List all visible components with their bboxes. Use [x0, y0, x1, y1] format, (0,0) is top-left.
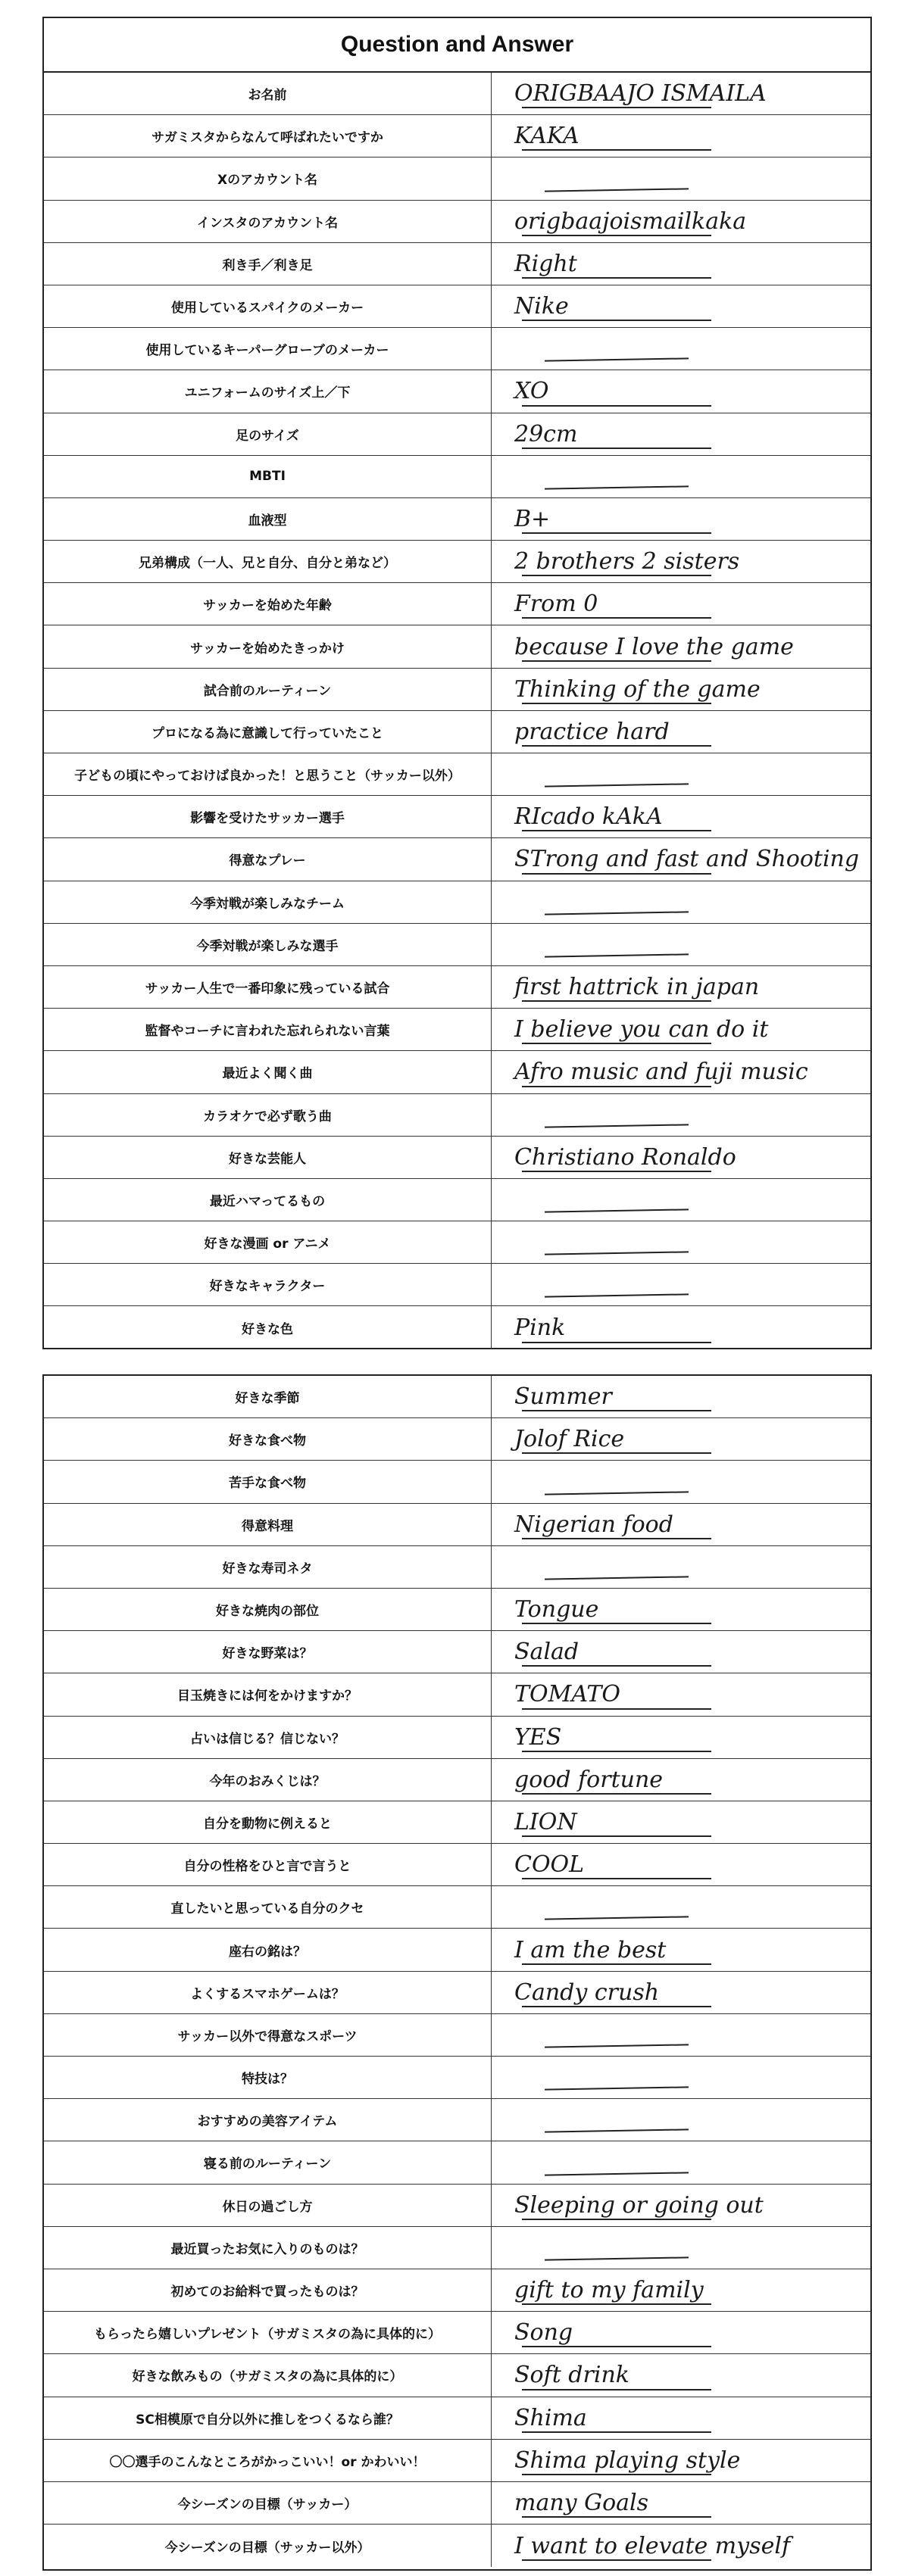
handwritten-answer: [492, 1631, 870, 1673]
handwritten-answer: [492, 1589, 870, 1630]
handwritten-answer: [492, 2397, 870, 2439]
question-label: 目玉焼きには何をかけますか？: [44, 1673, 492, 1715]
question-label: 好きな食べ物: [44, 1418, 492, 1460]
handwritten-answer: [492, 1306, 870, 1349]
answer-text: LION: [514, 1808, 577, 1835]
question-label: 影響を受けたサッカー選手: [44, 796, 492, 837]
handwritten-answer: [492, 73, 870, 114]
answer-underline: [522, 2346, 711, 2347]
answer-text: Tongue: [514, 1596, 599, 1623]
answer-underline: [522, 1708, 711, 1710]
qa-row: [44, 2482, 870, 2525]
question-label: サガミスタからなんて呼ばれたいですか: [44, 115, 492, 157]
answer-underline: [522, 575, 711, 576]
answer-underline: [522, 745, 711, 747]
question-label: 得意なプレー: [44, 838, 492, 880]
answer-underline: [522, 617, 711, 619]
answer-underline: [522, 1043, 711, 1044]
answer-text: Salad: [514, 1639, 579, 1666]
qa-row: [44, 1179, 870, 1221]
qa-row: [44, 2014, 870, 2057]
qa-row: [44, 1376, 870, 1418]
question-label: 自分を動物に例えると: [44, 1801, 492, 1843]
answer-text: Shima: [514, 2404, 587, 2431]
qa-row: [44, 1221, 870, 1264]
question-label: 寝る前のルーティーン: [44, 2141, 492, 2183]
handwritten-answer: [492, 753, 870, 795]
answer-underline: [522, 320, 711, 321]
qa-row: [44, 328, 870, 370]
answer-text: Summer: [514, 1383, 612, 1411]
question-label: 好きな漫画 or アニメ: [44, 1221, 492, 1263]
answer-underline: [522, 2516, 711, 2518]
handwritten-answer: [492, 711, 870, 753]
blank-answer-line: [545, 358, 689, 362]
answer-text: Christiano Ronaldo: [514, 1143, 736, 1171]
qa-row: [44, 243, 870, 285]
answer-text: STrong and fast and Shooting: [514, 846, 860, 873]
answer-text: I am the best: [514, 1936, 667, 1963]
handwritten-answer: [492, 2057, 870, 2098]
blank-answer-line: [545, 1576, 689, 1580]
answer-underline: [522, 1665, 711, 1667]
blank-answer-line: [545, 2172, 689, 2175]
handwritten-answer: [492, 1972, 870, 2013]
answer-underline: [522, 1538, 711, 1539]
handwritten-answer: [492, 2269, 870, 2311]
qa-row: [44, 966, 870, 1009]
handwritten-answer: [492, 2440, 870, 2481]
qa-row: [44, 711, 870, 753]
answer-text: Sleeping or going out: [514, 2191, 764, 2219]
answer-text: 29cm: [514, 420, 578, 448]
question-label: もらったら嬉しいプレゼント（サガミスタの為に具体的に）: [44, 2312, 492, 2353]
qa-row: [44, 2397, 870, 2440]
question-label: 今年のおみくじは？: [44, 1759, 492, 1801]
qa-row: [44, 1504, 870, 1546]
qa-row: [44, 1886, 870, 1929]
handwritten-answer: [492, 541, 870, 582]
question-label: 最近ハマってるもの: [44, 1179, 492, 1221]
question-label: ユニフォームのサイズ上／下: [44, 370, 492, 412]
answer-underline: [522, 1878, 711, 1879]
qa-row: [44, 1137, 870, 1179]
qa-row: [44, 1418, 870, 1461]
blank-answer-line: [545, 1916, 689, 1920]
handwritten-answer: [492, 2227, 870, 2269]
qa-row: [44, 1929, 870, 1971]
answer-text: many Goals: [514, 2489, 649, 2516]
answer-text: because I love the game: [514, 633, 794, 660]
qa-row: [44, 583, 870, 625]
qa-row: [44, 1306, 870, 1349]
handwritten-answer: [492, 498, 870, 540]
qa-row: [44, 2099, 870, 2141]
answer-underline: [522, 1835, 711, 1837]
handwritten-answer: [492, 1717, 870, 1758]
answer-text: Jolof Rice: [514, 1426, 625, 1453]
question-label: 監督やコーチに言われた忘れられない言葉: [44, 1009, 492, 1050]
handwritten-answer: [492, 924, 870, 965]
answer-underline: [522, 2431, 711, 2433]
answer-text: Candy crush: [514, 1979, 660, 2006]
question-label: 今季対戦が楽しみなチーム: [44, 881, 492, 923]
answer-underline: [522, 1751, 711, 1752]
answer-text: 2 brothers 2 sisters: [514, 548, 740, 575]
handwritten-answer: [492, 625, 870, 667]
question-label: サッカーを始めたきっかけ: [44, 625, 492, 667]
handwritten-answer: [492, 2312, 870, 2353]
question-label: 初めてのお給料で買ったものは？: [44, 2269, 492, 2311]
qa-row: [44, 2269, 870, 2312]
question-label: 好きな焼肉の部位: [44, 1589, 492, 1630]
question-label: 直したいと思っている自分のクセ: [44, 1886, 492, 1928]
qa-row: [44, 2525, 870, 2567]
question-label: 使用しているキーパーグローブのメーカー: [44, 328, 492, 370]
question-label: MBTI: [44, 456, 492, 497]
qa-row: [44, 1546, 870, 1589]
blank-answer-line: [545, 1208, 689, 1212]
qa-row: [44, 2312, 870, 2354]
handwritten-answer: [492, 2525, 870, 2567]
qa-row: [44, 157, 870, 200]
qa-row: [44, 73, 870, 115]
qa-row: [44, 541, 870, 583]
question-label: 占いは信じる？信じない？: [44, 1717, 492, 1758]
blank-answer-line: [545, 1491, 689, 1495]
answer-underline: [522, 2006, 711, 2007]
answer-underline: [522, 703, 711, 704]
answer-underline: [522, 1086, 711, 1087]
question-label: 好きな野菜は？: [44, 1631, 492, 1673]
question-label: 自分の性格をひと言で言うと: [44, 1844, 492, 1885]
answer-underline: [522, 1410, 711, 1411]
answer-underline: [522, 1963, 711, 1965]
answer-underline: [522, 235, 711, 236]
handwritten-answer: [492, 2482, 870, 2524]
handwritten-answer: [492, 115, 870, 157]
answer-text: good fortune: [514, 1766, 664, 1793]
answer-underline: [522, 873, 711, 875]
question-label: 今シーズンの目標（サッカー以外）: [44, 2525, 492, 2567]
question-label: SC相模原で自分以外に推しをつくるなら誰？: [44, 2397, 492, 2439]
question-label: サッカーを始めた年齢: [44, 583, 492, 625]
qa-row: [44, 924, 870, 966]
handwritten-answer: [492, 370, 870, 412]
handwritten-answer: [492, 1179, 870, 1221]
question-label: 利き手／利き足: [44, 243, 492, 285]
answer-underline: [522, 2559, 711, 2561]
answer-text: Right: [514, 250, 577, 277]
answer-underline: [522, 1793, 711, 1795]
question-label: お名前: [44, 73, 492, 114]
qa-row: [44, 1589, 870, 1631]
question-label: 好きな芸能人: [44, 1137, 492, 1178]
answer-text: Nike: [514, 293, 569, 320]
answer-underline: [522, 1000, 711, 1002]
question-label: 最近よく聞く曲: [44, 1051, 492, 1093]
answer-text: ORIGBAAJO ISMAILA: [514, 80, 767, 108]
handwritten-answer: [492, 413, 870, 455]
question-label: よくするスマホゲームは？: [44, 1972, 492, 2013]
question-label: Xのアカウント名: [44, 157, 492, 199]
qa-row: [44, 1972, 870, 2014]
handwritten-answer: [492, 1759, 870, 1801]
question-label: 足のサイズ: [44, 413, 492, 455]
answer-text: Nigerian food: [514, 1511, 673, 1538]
question-label: 好きなキャラクター: [44, 1264, 492, 1305]
handwritten-answer: [492, 1546, 870, 1588]
blank-answer-line: [545, 1124, 689, 1127]
handwritten-answer: [492, 157, 870, 199]
answer-text: Song: [514, 2319, 573, 2347]
question-label: 子どもの頃にやっておけば良かった！と思うこと（サッカー以外）: [44, 753, 492, 795]
handwritten-answer: [492, 1137, 870, 1178]
answer-text: Shima playing style: [514, 2447, 741, 2474]
question-label: 試合前のルーティーン: [44, 669, 492, 710]
qa-row: [44, 2440, 870, 2482]
answer-underline: [522, 1452, 711, 1454]
qa-row: [44, 1094, 870, 1137]
blank-answer-line: [545, 953, 689, 957]
question-label: サッカー以外で得意なスポーツ: [44, 2014, 492, 2056]
qa-row: [44, 838, 870, 881]
blank-answer-line: [545, 2129, 689, 2133]
answer-text: COOL: [514, 1851, 585, 1879]
qa-row: [44, 1461, 870, 1503]
question-label: 使用しているスパイクのメーカー: [44, 285, 492, 327]
handwritten-answer: [492, 1504, 870, 1545]
handwritten-answer: [492, 966, 870, 1008]
blank-answer-line: [545, 1294, 689, 1298]
answer-underline: [522, 2474, 711, 2475]
question-label: サッカー人生で一番印象に残っている試合: [44, 966, 492, 1008]
blank-answer-line: [545, 911, 689, 915]
answer-text: RIcado kAkA: [514, 803, 663, 831]
blank-answer-line: [545, 784, 689, 787]
question-label: 今シーズンの目標（サッカー）: [44, 2482, 492, 2524]
question-label: 今季対戦が楽しみな選手: [44, 924, 492, 965]
handwritten-answer: [492, 2014, 870, 2056]
qa-row: [44, 1801, 870, 1844]
blank-answer-line: [545, 188, 689, 192]
qa-row: [44, 669, 870, 711]
handwritten-answer: [492, 201, 870, 242]
qa-row: [44, 625, 870, 668]
qa-row: [44, 2354, 870, 2397]
answer-text: From 0: [514, 591, 598, 618]
qa-row: [44, 1631, 870, 1673]
question-label: 好きな季節: [44, 1376, 492, 1417]
question-label: 最近買ったお気に入りのものは？: [44, 2227, 492, 2269]
question-label: 座右の銘は？: [44, 1929, 492, 1970]
question-label: 休日の過ごし方: [44, 2185, 492, 2226]
answer-text: origbaajoismailkaka: [514, 207, 747, 235]
qa-sheet-page-2: [42, 1374, 872, 2571]
question-label: 〇〇選手のこんなところがかっこいい！or かわいい！: [44, 2440, 492, 2481]
handwritten-answer: [492, 1886, 870, 1928]
question-label: プロになる為に意識して行っていたこと: [44, 711, 492, 753]
handwritten-answer: [492, 669, 870, 710]
answer-underline: [522, 107, 711, 108]
answer-text: B+: [514, 505, 551, 532]
answer-text: Soft drink: [514, 2362, 629, 2389]
handwritten-answer: [492, 881, 870, 923]
handwritten-answer: [492, 1418, 870, 1460]
answer-underline: [522, 2389, 711, 2390]
handwritten-answer: [492, 1094, 870, 1136]
qa-row: [44, 2057, 870, 2099]
blank-answer-line: [545, 2256, 689, 2260]
answer-text: YES: [514, 1723, 562, 1751]
qa-row: [44, 285, 870, 328]
qa-row: [44, 1051, 870, 1093]
blank-answer-line: [545, 2087, 689, 2091]
question-label: 苦手な食べ物: [44, 1461, 492, 1502]
answer-text: KAKA: [514, 123, 579, 150]
question-label: 血液型: [44, 498, 492, 540]
qa-row: [44, 456, 870, 498]
qa-row: [44, 1009, 870, 1051]
handwritten-answer: [492, 1673, 870, 1715]
answer-underline: [522, 277, 711, 279]
answer-underline: [522, 532, 711, 534]
qa-row: [44, 1844, 870, 1886]
qa-row: [44, 498, 870, 541]
question-label: 得意料理: [44, 1504, 492, 1545]
qa-sheet-page-1: [42, 17, 872, 1349]
question-label: 好きな色: [44, 1306, 492, 1349]
question-label: 特技は？: [44, 2057, 492, 2098]
qa-row: [44, 2141, 870, 2184]
answer-underline: [522, 405, 711, 407]
qa-row: [44, 1717, 870, 1759]
handwritten-answer: [492, 243, 870, 285]
handwritten-answer: [492, 2354, 870, 2396]
answer-text: TOMATO: [514, 1681, 620, 1708]
blank-answer-line: [545, 2044, 689, 2047]
answer-text: first hattrick in japan: [514, 974, 760, 1001]
handwritten-answer: [492, 1376, 870, 1417]
answer-text: I believe you can do it: [514, 1016, 769, 1043]
answer-underline: [522, 2219, 711, 2220]
answer-text: Pink: [514, 1315, 566, 1342]
answer-underline: [522, 830, 711, 831]
qa-row: [44, 1759, 870, 1801]
answer-text: practice hard: [514, 718, 670, 745]
qa-row: [44, 1264, 870, 1306]
qa-row: [44, 201, 870, 243]
qa-row: [44, 2227, 870, 2269]
handwritten-answer: [492, 2185, 870, 2226]
answer-text: gift to my family: [514, 2277, 704, 2304]
handwritten-answer: [492, 1801, 870, 1843]
handwritten-answer: [492, 2141, 870, 2183]
answer-text: Thinking of the game: [514, 675, 761, 703]
handwritten-answer: [492, 796, 870, 837]
answer-underline: [522, 448, 711, 449]
handwritten-answer: [492, 328, 870, 370]
handwritten-answer: [492, 1264, 870, 1305]
answer-text: XO: [514, 378, 549, 405]
question-label: 好きな寿司ネタ: [44, 1546, 492, 1588]
qa-row: [44, 413, 870, 456]
qa-row: [44, 753, 870, 796]
question-label: カラオケで必ず歌う曲: [44, 1094, 492, 1136]
answer-underline: [522, 1623, 711, 1624]
handwritten-answer: [492, 2099, 870, 2141]
question-label: 好きな飲みもの（サガミスタの為に具体的に）: [44, 2354, 492, 2396]
handwritten-answer: [492, 1929, 870, 1970]
handwritten-answer: [492, 456, 870, 497]
qa-row: [44, 881, 870, 924]
handwritten-answer: [492, 1221, 870, 1263]
answer-underline: [522, 1342, 711, 1343]
qa-row: [44, 2185, 870, 2227]
blank-answer-line: [545, 1252, 689, 1255]
handwritten-answer: [492, 285, 870, 327]
handwritten-answer: [492, 1009, 870, 1050]
question-label: 兄弟構成（一人、兄と自分、自分と弟など）: [44, 541, 492, 582]
answer-underline: [522, 2303, 711, 2305]
handwritten-answer: [492, 583, 870, 625]
qa-row: [44, 115, 870, 157]
handwritten-answer: [492, 1461, 870, 1502]
question-label: おすすめの美容アイテム: [44, 2099, 492, 2141]
qa-row: [44, 370, 870, 413]
question-label: インスタのアカウント名: [44, 201, 492, 242]
answer-text: Afro music and fuji music: [514, 1059, 808, 1086]
blank-answer-line: [545, 485, 689, 489]
answer-underline: [522, 1171, 711, 1172]
qa-row: [44, 796, 870, 838]
answer-underline: [522, 660, 711, 662]
answer-text: I want to elevate myself: [514, 2532, 791, 2559]
qa-row: [44, 1673, 870, 1716]
handwritten-answer: [492, 838, 870, 880]
sheet-title: Question and Answer: [44, 18, 870, 73]
handwritten-answer: [492, 1051, 870, 1093]
handwritten-answer: [492, 1844, 870, 1885]
answer-underline: [522, 149, 711, 151]
